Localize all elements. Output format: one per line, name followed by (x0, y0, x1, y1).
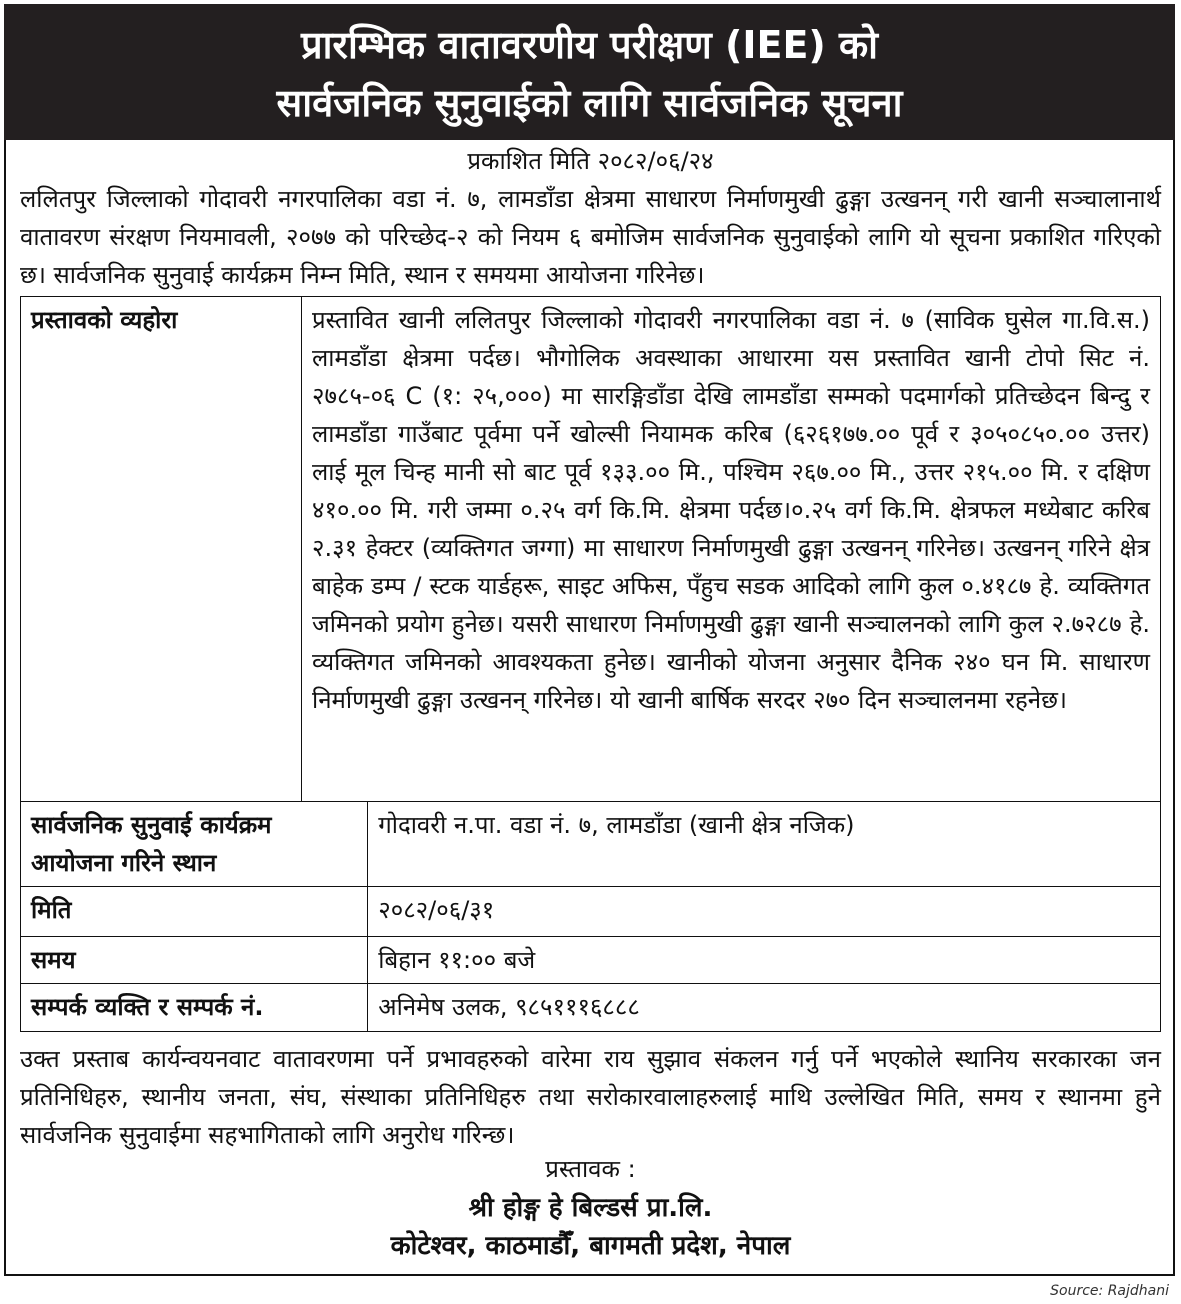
table-row (21, 984, 1161, 1032)
title-line-1: प्रारम्भिक वातावरणीय परीक्षण (IEE) को (300, 23, 879, 67)
notice-header (4, 4, 1175, 140)
closing-paragraph: उक्त प्रस्ताब कार्यन्वयनवाट वातावरणमा पर्ने प्रभावहरुको वारेमा राय सुझाव संकलन गर्नु पर्ने भएकोले स्थानिय सरकारका जन प्रतिनिधिहरु, स्थानीय जनता, संघ, संस्थाका प्रतिनिधिहरु तथा सरोकारवालाहरुलाई माथि उल्लेखित मिति, समय र स्थानमा हुने सार्वजनिक सुनुवाईमा सहभागिताको लागि अनुरोध गरिन्छ। (20, 1045, 1161, 1149)
proponent-label: प्रस्तावक : (545, 1155, 636, 1183)
table-row (21, 887, 1161, 937)
row-value: बिहान ११:०० बजे (368, 937, 1161, 984)
table-row (21, 297, 1161, 802)
proponent-company: श्री होङ्ग हे बिल्डर्स प्रा.लि. (468, 1193, 713, 1223)
table-row (21, 937, 1161, 984)
table-row (21, 802, 1161, 887)
source-credit: Source: Rajdhani (1050, 1283, 1169, 1299)
intro-paragraph: ललितपुर जिल्लाको गोदावरी नगरपालिका वडा नं. ७, लामडाँडा क्षेत्रमा साधारण निर्माणमुखी ढुङ्गा उत्खनन् गरी खानी सञ्चालानार्थ वातावरण संरक्षण नियमावली, २०७७ को परिच्छेद-२ को नियम ६ बमोजिम सार्वजनिक सुनुवाईको लागि यो सूचना प्रकाशित गरिएको छ। सार्वजनिक सुनुवाई कार्यक्रम निम्न मिति, स्थान र समयमा आयोजना गरिनेछ। (20, 185, 1161, 289)
title-line-2: सार्वजनिक सुनुवाईको लागि सार्वजनिक सूचना (276, 81, 903, 125)
row-value: गोदावरी न.पा. वडा नं. ७, लामडाँडा (खानी क्षेत्र नजिक) (368, 802, 1161, 887)
row-value: २०८२/०६/३१ (368, 887, 1161, 937)
row-label: मिति (21, 887, 368, 937)
row-label: सार्वजनिक सुनुवाई कार्यक्रम आयोजना गरिने स्थान (21, 802, 368, 887)
row-value: प्रस्तावित खानी ललितपुर जिल्लाको गोदावरी नगरपालिका वडा नं. ७ (साविक घुसेल गा.वि.स.) लामडाँडा क्षेत्रमा पर्दछ। भौगोलिक अवस्थाका आधारमा यस प्रस्तावित खानी टोपो सिट नं. २७८५-०६ C (१: २५,०००) मा सारङ्गिडाँडा देखि लामडाँडा सम्मको पदमार्गको प्रतिच्छेदन बिन्दु र लामडाँडा गाउँबाट पूर्वमा पर्ने खोल्सी नियामक करिब (६२६१७७.०० पूर्व र ३०५०८५०.०० उत्तर) लाई मूल चिन्ह मानी सो बाट पूर्व १३३.०० मि., पश्चिम २६७.०० मि., उत्तर २१५.०० मि. र दक्षिण ४१०.०० मि. गरी जम्मा ०.२५ वर्ग कि.मि. क्षेत्रमा पर्दछ।०.२५ वर्ग कि.मि. क्षेत्रफल मध्येबाट करिब २.३१ हेक्टर (व्यक्तिगत जग्गा) मा साधारण निर्माणमुखी ढुङ्गा उत्खनन् गरिनेछ। उत्खनन् गरिने क्षेत्र बाहेक डम्प / स्टक यार्डहरू, साइट अफिस, पँहुच सडक आदिको लागि कुल ०.४१८७ हे. व्यक्तिगत जमिनको प्रयोग हुनेछ। यसरी साधारण निर्माणमुखी ढुङ्गा खानी सञ्चालनको लागि कुल २.७२८७ हे. व्यक्तिगत जमिनको आवश्यकता हुनेछ। खानीको योजना अनुसार दैनिक २४० घन मि. साधारण निर्माणमुखी ढुङ्गा उत्खनन् गरिनेछ। यो खानी बार्षिक सरदर २७० दिन सञ्चालनमा रहनेछ। (302, 297, 1161, 802)
hearing-details-table (20, 296, 1161, 1032)
proponent-address: कोटेश्वर, काठमाडौँ, बागमती प्रदेश, नेपाल (390, 1231, 791, 1261)
row-label: सम्पर्क व्यक्ति र सम्पर्क नं. (21, 984, 368, 1032)
row-label: प्रस्तावको व्यहोरा (21, 297, 302, 802)
row-value: अनिमेष उलक, ९८५१११६८८८ (368, 984, 1161, 1032)
row-label: समय (21, 937, 368, 984)
published-date: प्रकाशित मिति २०८२/०६/२४ (467, 147, 714, 175)
